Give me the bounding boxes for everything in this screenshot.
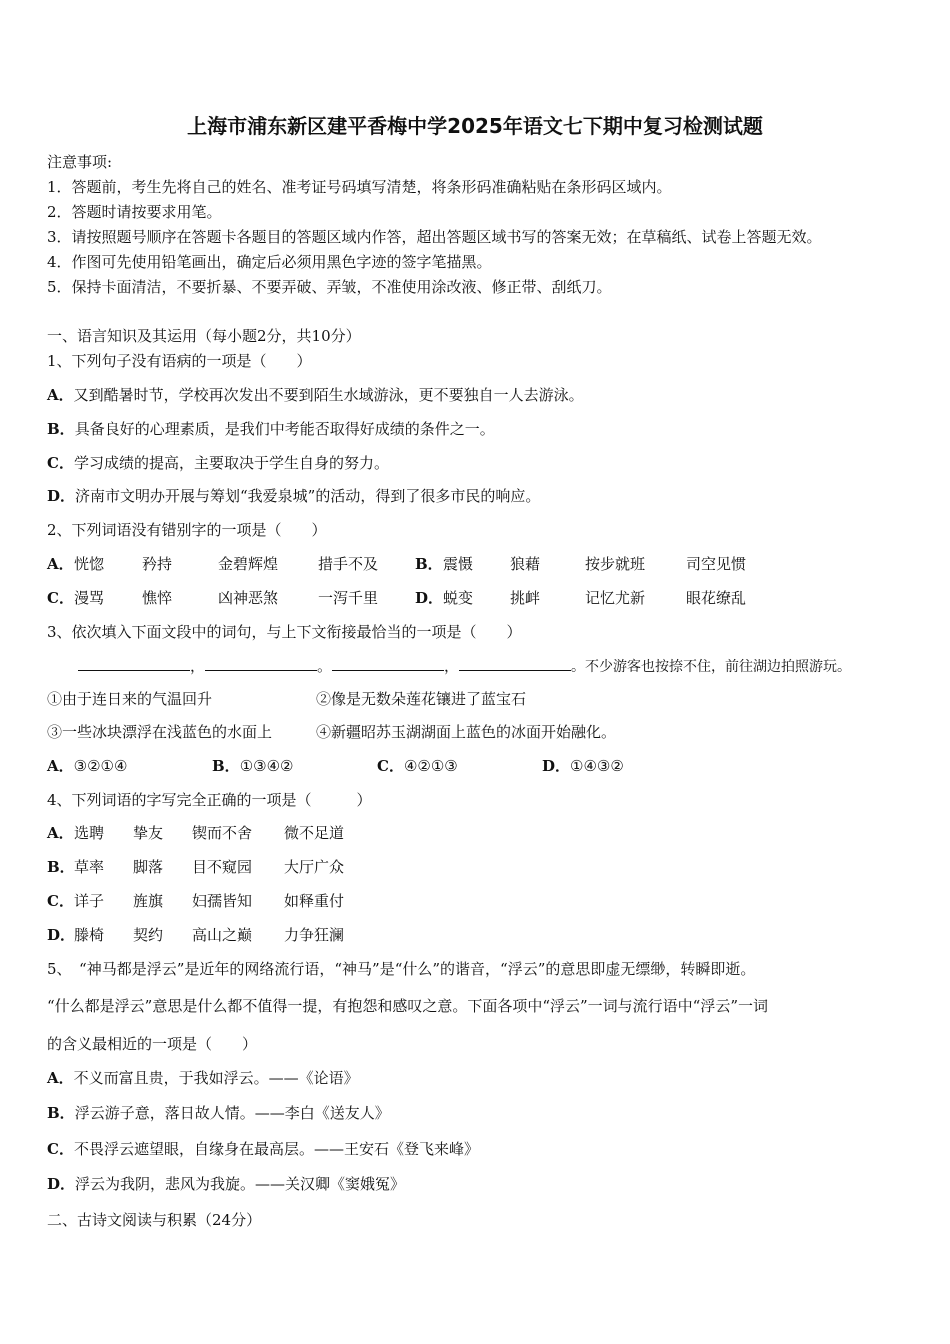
clause-option: ②像是无数朵莲花镶进了蓝宝石 [316,690,527,708]
answer-blank[interactable] [78,656,190,671]
notice-heading: 注意事项: [47,153,113,171]
notice-item: 5．保持卡面清洁，不要折暴、不要弄破、弄皱，不准使用涂改液、修正带、刮纸刀。 [47,278,612,296]
option-word: 妇孺皆知 [192,892,253,910]
option-letter: B． [47,858,75,876]
option-word: 高山之巅 [192,926,253,944]
option-word: 记忆尤新 [585,589,646,607]
option-word: 震慑 [443,555,474,573]
passage-tail: 。不少游客也按捺不住，前往湖边拍照游玩。 [571,659,852,675]
option-letter: C． [47,892,74,910]
option-line [47,1139,479,1159]
notice-item: 4．作图可先使用铅笔画出，确定后必须用黑色字迹的签字笔描黑。 [47,253,492,271]
option-word: 司空见惯 [686,555,747,573]
option-line [47,453,389,473]
question-stem: 4、下列词语的字写完全正确的一项是（ ） [47,791,372,809]
question-stem: 1、下列句子没有语病的一项是（ ） [47,352,312,370]
option-letter: C． [47,589,74,607]
option-letter: B． [47,420,75,438]
option-letter: B． [415,555,443,573]
option-word: 滕椅 [74,926,105,944]
option-word: 草率 [74,858,105,876]
option-text: 浮云为我阴，悲风为我旋。——关汉卿《窦娥冤》 [75,1175,406,1193]
option-word: 金碧辉煌 [218,555,279,573]
notice-item: 1．答题前，考生先将自己的姓名、准考证号码填写清楚，将条形码准确粘贴在条形码区域内。 [47,178,672,196]
option-word: 选聘 [74,824,105,842]
option-text: 又到酷暑时节，学校再次发出不要到陌生水域游泳，更不要独自一人去游泳。 [73,386,584,404]
option-text: 不义而富且贵，于我如浮云。——《论语》 [73,1069,359,1087]
option-word: 契约 [133,926,164,944]
option-line: A．③②①④ [47,757,128,775]
notice-item: 3．请按照题号顺序在答题卡各题目的答题区域内作答，超出答题区域书写的答案无效；在草稿纸、试卷上答题无效。 [47,228,822,246]
option-line [47,1103,390,1123]
option-line: D．①④③② [542,757,624,775]
option-word: 如释重付 [284,892,345,910]
option-letter: A． [47,386,74,404]
option-text: 不畏浮云遮望眼，自缘身在最高层。——王安石《登飞来峰》 [73,1140,479,1158]
option-line [47,419,495,439]
option-line [47,385,584,405]
option-word: 一泻千里 [318,589,379,607]
option-letter: D． [47,1175,76,1193]
option-line: B．①③④② [212,757,294,775]
option-word: 锲而不舍 [192,824,253,842]
question-stem: 的含义最相近的一项是（ ） [47,1035,258,1053]
answer-blank[interactable] [332,656,444,671]
option-word: 狼藉 [510,555,541,573]
option-text: 浮云游子意，落日故人情。——李白《送友人》 [74,1104,390,1122]
option-line [47,486,540,506]
option-word: 漫骂 [74,589,105,607]
option-letter: B． [47,1104,75,1122]
option-word: 凶神恶煞 [218,589,279,607]
option-word: 恍惚 [74,555,105,573]
option-letter: D． [47,487,76,505]
section-heading: 一、语言知识及其运用（每小题2分，共10分） [47,327,361,345]
option-word: 微不足道 [284,824,345,842]
option-text: 学习成绩的提高，主要取决于学生自身的努力。 [73,454,389,472]
answer-blank[interactable] [205,656,317,671]
option-word: 憔悴 [142,589,173,607]
option-word: 挚友 [133,824,164,842]
option-letter: A． [47,555,74,573]
option-letter: C． [47,454,74,472]
option-word: 矜持 [142,555,173,573]
notice-item: 2．答题时请按要求用笔。 [47,203,222,221]
option-line [47,1174,405,1194]
option-word: 详子 [74,892,105,910]
question-stem: “什么都是浮云”意思是什么都不值得一提，有抱怨和感叹之意。下面各项中“浮云”一词与流行语中“浮云”一词 [47,997,769,1015]
option-word: 眼花缭乱 [686,589,747,607]
option-letter: A． [47,824,74,842]
option-word: 力争狂澜 [284,926,345,944]
option-letter: D． [415,589,444,607]
option-word: 挑衅 [510,589,541,607]
answer-blank[interactable] [459,656,571,671]
section-heading: 二、古诗文阅读与积累（24分） [47,1211,262,1229]
option-text: 具备良好的心理素质，是我们中考能否取得好成绩的条件之一。 [74,420,495,438]
option-letter: C． [47,1140,74,1158]
option-word: 目不窥园 [192,858,253,876]
option-letter: D． [47,926,76,944]
clause-option: ③一些冰块漂浮在浅蓝色的水面上 [47,723,273,741]
clause-option: ①由于连日来的气温回升 [47,690,213,708]
question-stem: 2、下列词语没有错别字的一项是（ ） [47,521,327,539]
page-title: 上海市浦东新区建平香梅中学2025年语文七下期中复习检测试题 [187,114,763,138]
option-word: 大厅广众 [284,858,345,876]
option-word: 蜕变 [443,589,474,607]
question-stem: 3、依次填入下面文段中的词句，与上下文衔接最恰当的一项是（ ） [47,623,522,641]
option-letter: A． [47,1069,74,1087]
fill-in-passage: ， 。 ， 。不少游客也按捺不住，前往湖边拍照游玩。 [78,656,851,677]
clause-option: ④新疆昭苏玉湖湖面上蓝色的冰面开始融化。 [316,723,617,741]
question-stem: 5、 “神马都是浮云”是近年的网络流行语，“神马”是“什么”的谐音，“浮云”的意思即虚无缥缈，转瞬即逝。 [47,960,756,978]
option-text: 济南市文明办开展与筹划“我爱泉城”的活动，得到了很多市民的响应。 [75,487,541,505]
option-word: 按步就班 [585,555,646,573]
option-word: 旌旗 [133,892,164,910]
option-word: 脚落 [133,858,164,876]
option-line: C．④②①③ [377,757,458,775]
option-line [47,1068,359,1088]
option-word: 措手不及 [318,555,379,573]
